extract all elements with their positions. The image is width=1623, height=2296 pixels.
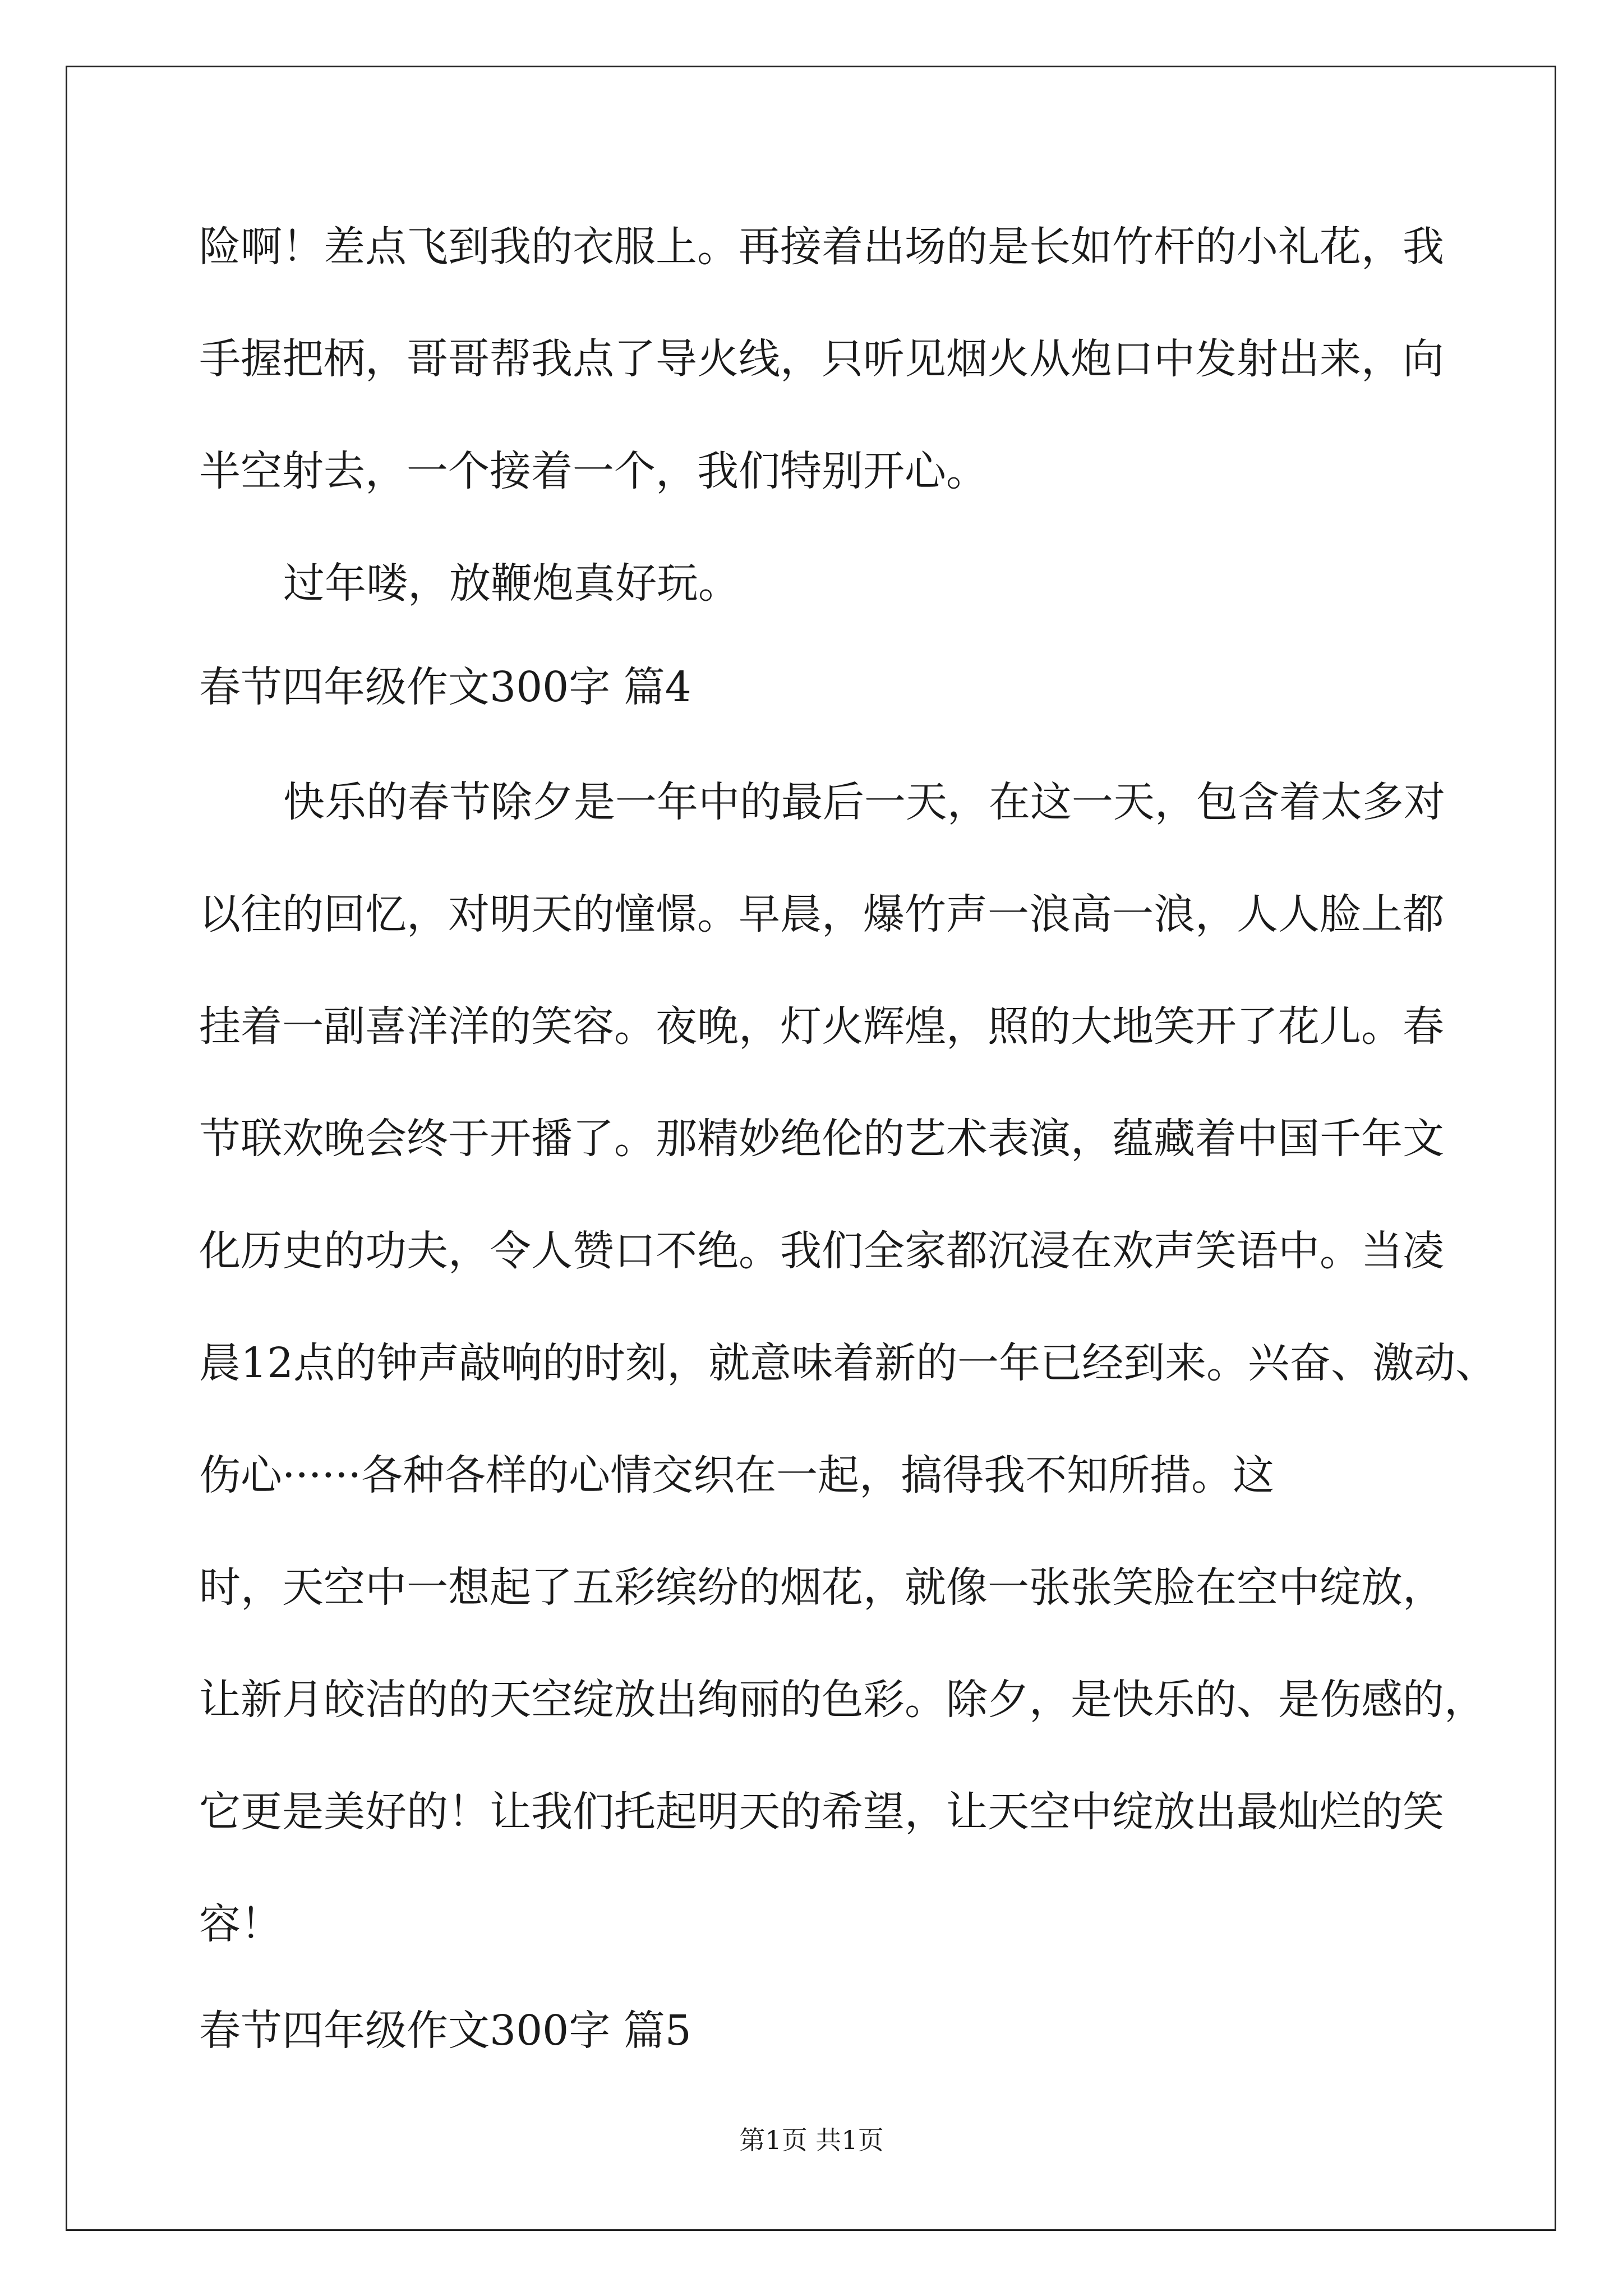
paragraph-line: 晨12点的钟声敲响的时刻，就意味着新的一年已经到来。兴奋、激动、 (199, 1339, 1497, 1387)
section-heading: 春节四年级作文300字 篇5 (199, 2007, 691, 2055)
paragraph-line: 快乐的春节除夕是一年中的最后一天，在这一天，包含着太多对 (283, 778, 1445, 826)
paragraph-line: 时，天空中一想起了五彩缤纷的烟花，就像一张张笑脸在空中绽放， (199, 1563, 1444, 1612)
section-heading: 春节四年级作文300字 篇4 (199, 663, 691, 711)
paragraph-line: 挂着一副喜洋洋的笑容。夜晚，灯火辉煌，照的大地笑开了花儿。春 (199, 1002, 1444, 1051)
paragraph-line: 险啊！差点飞到我的衣服上。再接着出场的是长如竹杆的小礼花，我 (199, 223, 1444, 271)
paragraph-line: 它更是美好的！让我们托起明天的希望，让天空中绽放出最灿烂的笑 (199, 1788, 1444, 1836)
paragraph-line: 节联欢晚会终于开播了。那精妙绝伦的艺术表演，蕴藏着中国千年文 (199, 1115, 1444, 1163)
paragraph-line: 容！ (199, 1900, 282, 1948)
paragraph-line: 让新月皎洁的的天空绽放出绚丽的色彩。除夕，是快乐的、是伤感的， (199, 1676, 1486, 1724)
paragraph-line: 过年喽，放鞭炮真好玩。 (283, 559, 740, 608)
paragraph-line: 伤心······各种各样的心情交织在一起，搞得我不知所措。这 (199, 1451, 1275, 1499)
page-number-footer: 第1页 共1页 (739, 2125, 884, 2155)
paragraph-line: 以往的回忆，对明天的憧憬。早晨，爆竹声一浪高一浪，人人脸上都 (199, 890, 1444, 938)
paragraph-line: 化历史的功夫，令人赞口不绝。我们全家都沉浸在欢声笑语中。当凌 (199, 1227, 1444, 1275)
paragraph-line: 手握把柄，哥哥帮我点了导火线，只听见烟火从炮口中发射出来，向 (199, 335, 1444, 383)
paragraph-line: 半空射去，一个接着一个，我们特别开心。 (199, 447, 988, 495)
